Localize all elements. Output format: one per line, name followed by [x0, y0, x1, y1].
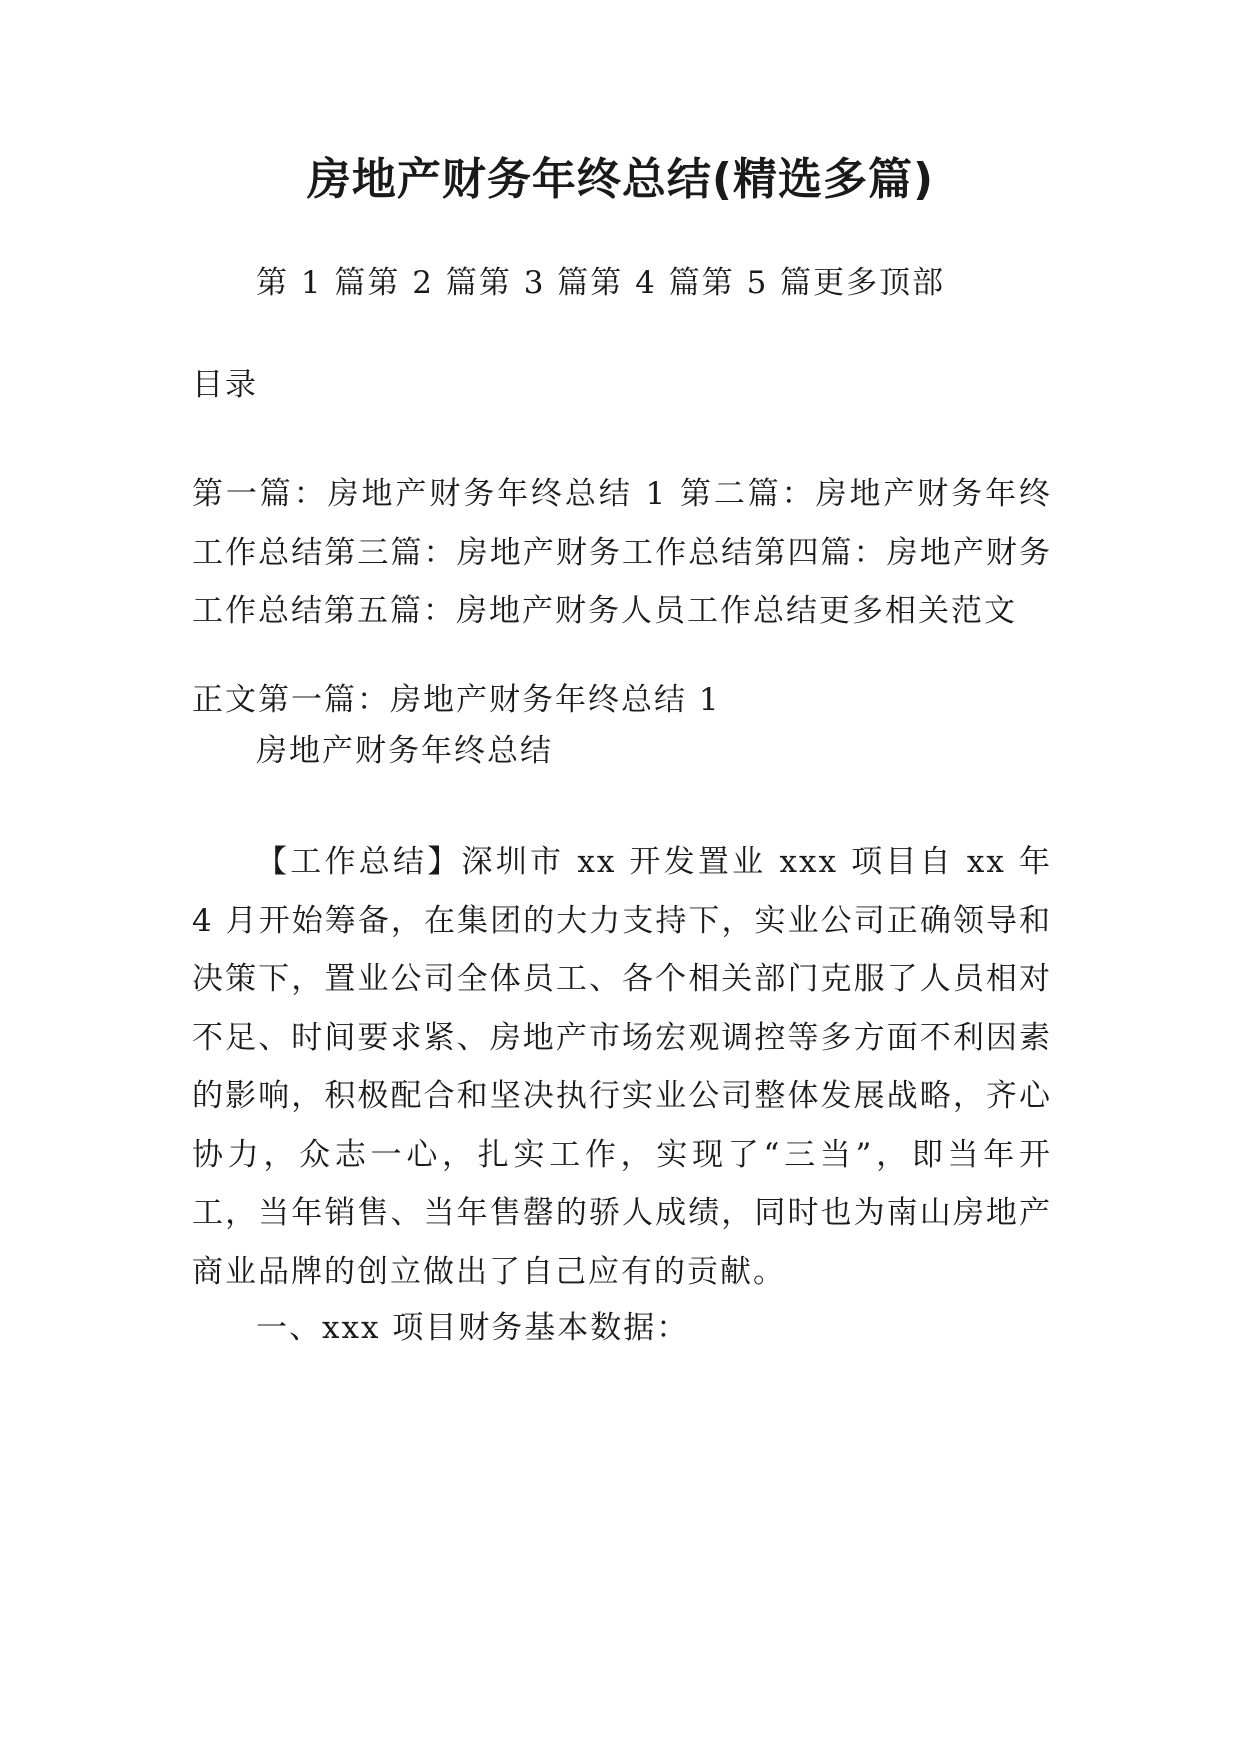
summary-paragraph: 【工作总结】深圳市 xx 开发置业 xxx 项目自 xx 年 4 月开始筹备，在集团的大力支持下，实业公司正确领导和决策下，置业公司全体员工、各个相关部门克服了人员相对不足、时间要求紧、房地产市场宏观调控等多方面不利因素的影响，积极配合和坚决执行实业公司整体发展战略，齐心协力，众志一心，扎实工作，实现了“三当”，即当年开工，当年销售、当年售罄的骄人成绩，同时也为南山房地产商业品牌的创立做出了自己应有的贡献。: [192, 844, 1052, 1290]
article-navigation[interactable]: 第 1 篇第 2 篇第 3 篇第 4 篇第 5 篇更多顶部: [256, 265, 946, 301]
toc-heading: 目录: [192, 367, 258, 403]
toc-list: 第一篇：房地产财务年终总结 1 第二篇：房地产财务年终工作总结第三篇：房地产财务工作总结第四篇：房地产财务工作总结第五篇：房地产财务人员工作总结更多相关范文: [192, 476, 1052, 629]
subheading-financial-data: 一、xxx 项目财务基本数据：: [256, 1310, 690, 1346]
section-title: 房地产财务年终总结: [256, 733, 553, 769]
body-heading: 正文第一篇：房地产财务年终总结 1: [192, 682, 721, 718]
document-title: 房地产财务年终总结(精选多篇): [306, 154, 935, 205]
